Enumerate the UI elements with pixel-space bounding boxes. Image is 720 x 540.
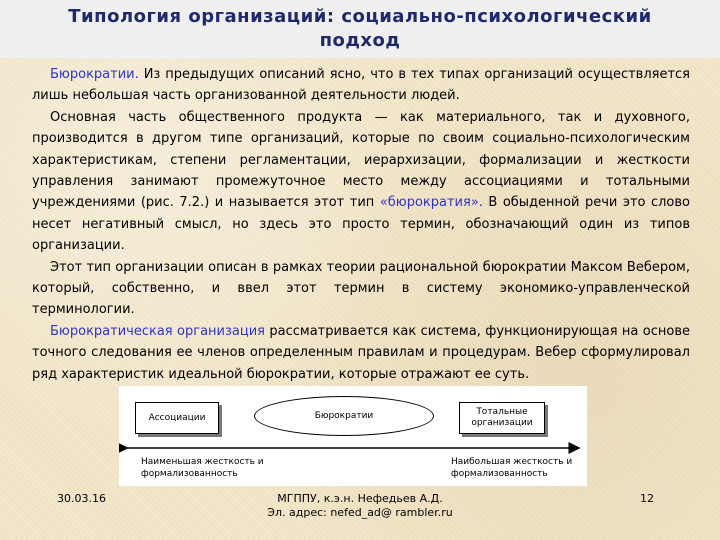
paragraph-1 xyxy=(32,64,690,107)
paragraph-4-text: рассматривается как система, функционирующая на основе точного следования ее членов определенным правилам и процедурам. Вебер сформулировал ряд характеристик идеальной бюрократии, которые отражают ее суть. xyxy=(32,323,691,382)
slide-title: Типология организаций: социально-психологический подход xyxy=(68,6,652,51)
footer-author-block xyxy=(230,492,490,520)
term-bureaucracy: Бюрократии. xyxy=(50,67,139,82)
paragraph-2-text-before: Основная часть общественного продукта — как материального, так и духовного, производится в другом типе организаций, которые по своим социально-психологическим характеристикам, степени регламентации, иерархизации, формализации и жесткости управления занимают промежуточное место между ассоциациями и тотальными учреждениями (рис. 7.2.) и называется этот тип xyxy=(32,109,690,211)
title-bar xyxy=(0,0,720,58)
paragraph-2-text-after: В обыденной речи это слово несет негативный смысл, но здесь это просто термин, обозначающий один из типов организации. xyxy=(32,195,690,254)
paragraph-4 xyxy=(32,321,690,385)
total-organizations-box: Тотальные организации xyxy=(459,402,545,434)
term-bureaucratic-organization: Бюрократическая организация xyxy=(50,323,265,339)
paragraph-1-text: Из предыдущих описаний ясно, что в тех типах организаций осуществляется лишь небольшая часть организованной деятельности людей. xyxy=(32,67,690,104)
term-bureaucracy-quoted: «бюрократия». xyxy=(379,195,483,211)
paragraph-2 xyxy=(32,107,690,257)
footer-author: МГППУ, к.э.н. Нефедьев А.Д. xyxy=(277,492,443,505)
footer-email: Эл. адрес: nefed_ad@ rambler.ru xyxy=(267,506,453,519)
bureaucracies-ellipse: Бюрократии xyxy=(254,396,434,436)
least-rigidity-label: Наименьшая жесткость и формализованность xyxy=(141,457,264,479)
most-rigidity-label: Наибольшая жесткость и формализованность xyxy=(451,457,573,479)
paragraph-3: Этот тип организации описан в рамках теории рациональной бюрократии Максом Вебером, который, собственно, и ввел этот термин в систему экономико-управленческой терминологии. xyxy=(32,259,690,318)
typology-diagram xyxy=(119,386,587,486)
footer-date: 30.03.16 xyxy=(57,492,106,505)
page-number: 12 xyxy=(640,492,654,505)
slide-body xyxy=(32,64,690,385)
associations-box: Ассоциации xyxy=(135,402,219,434)
